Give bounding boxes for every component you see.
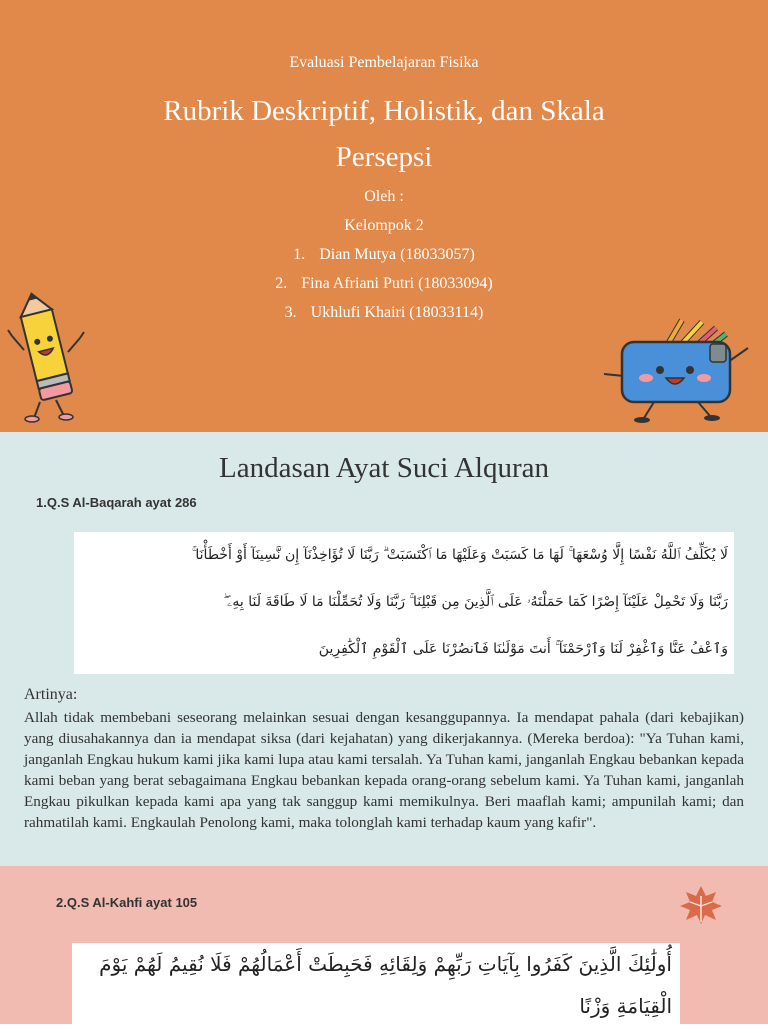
autumn-leaf-icon: [678, 882, 724, 926]
pencil-mascot-icon: [4, 292, 88, 424]
member-item: 1. Dian Mutya (18033057): [293, 246, 475, 263]
verse-reference: 2.Q.S Al-Kahfi ayat 105: [56, 895, 198, 910]
course-subtitle: Evaluasi Pembelajaran Fisika: [289, 54, 479, 71]
slide-title: Landasan Ayat Suci Alquran: [219, 452, 549, 484]
author-label: Oleh :: [364, 188, 404, 205]
arabic-verse-line: لَا يُكَلِّفُ ٱللَّهُ نَفْسًا إِلَّا وُسْعَهَا ۚ لَهَا مَا كَسَبَتْ وَعَلَيْهَا مَا ٱكْتَسَبَتْ ۗ رَبَّنَا لَا تُؤَاخِذْنَآ إِن نَّسِينَآ أَوْ أَخْطَأْنَا ۚ: [191, 547, 728, 563]
member-item: 3. Ukhlufi Khairi (18033114): [284, 304, 484, 321]
verse-meaning: Allah tidak membebani seseorang melainkan sesuai dengan kesanggupannya. Ia mendapat pahala (dari kebajikan) yang diusahakannya dan ia mendapat siksa (dari kejahatan) yang dikerjakannya. (Mereka berdoa): "Ya Tuhan kami, janganlah Engkau hukum kami jika kami lupa atau kami tersalah. Ya Tuhan kami, janganlah Engkau bebankan kepada kami beban yang berat sebagaimana Engkau bebankan kepada orang-orang sebelum kami. Ya Tuhan kami, janganlah Engkau pikulkan kepada kami apa yang tak sanggup kami memikulnya. Beri maaflah kami; ampunilah kami; dan rahmatilah kami. Engkaulah Penolong kami, maka tolonglah kami terhadap kaum yang kafir".: [24, 709, 744, 831]
arabic-verse-box: [74, 532, 734, 674]
meaning-label: Artinya:: [24, 686, 78, 703]
verse-slide-1: [0, 432, 768, 866]
presentation-title: Rubrik Deskriptif, Holistik, dan Skala Persepsi: [163, 95, 605, 173]
arabic-verse-line: أُولَٰئِكَ الَّذِينَ كَفَرُوا بِآيَاتِ رَبِّهِمْ وَلِقَائِهِ فَحَبِطَتْ أَعْمَالُهُمْ فَلَا نُقِيمُ لَهُمْ يَوْمَ: [99, 952, 672, 976]
arabic-verse-line: رَبَّنَا وَلَا تَحْمِلْ عَلَيْنَآ إِصْرًا كَمَا حَمَلْتَهُۥ عَلَى ٱلَّذِينَ مِن قَبْلِنَا ۚ رَبَّنَا وَلَا تُحَمِّلْنَا مَا لَا طَاقَةَ لَنَا بِهِۦ ۖ: [223, 594, 728, 610]
pencil-case-mascot-icon: [598, 314, 762, 426]
arabic-verse-line: وَٱعْفُ عَنَّا وَٱغْفِرْ لَنَا وَٱرْحَمْنَآ ۚ أَنتَ مَوْلَىٰنَا فَٱنصُرْنَا عَلَى ٱلْقَوْمِ ٱلْكَٰفِرِينَ: [318, 641, 728, 657]
arabic-verse-box: [72, 943, 680, 1033]
group-name: Kelompok 2: [344, 217, 424, 234]
verse-slide-2: [0, 866, 768, 1024]
member-item: 2. Fina Afriani Putri (18033094): [275, 275, 493, 292]
verse-reference: 1.Q.S Al-Baqarah ayat 286: [36, 495, 197, 510]
arabic-verse-line: الْقِيَامَةِ وَزْنًا: [579, 994, 672, 1018]
title-slide: [0, 0, 768, 432]
